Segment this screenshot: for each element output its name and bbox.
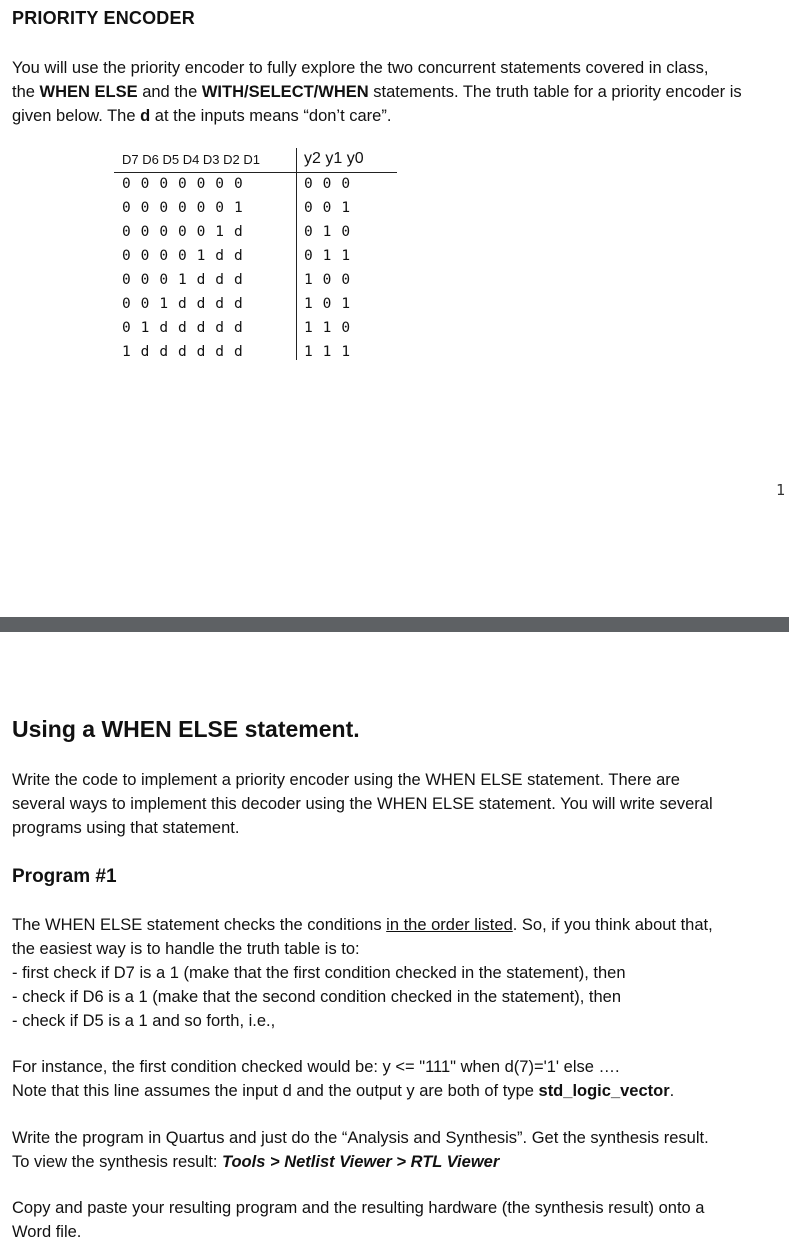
truth-table-row-input: 0 0 0 0 0 1 d: [122, 224, 244, 240]
truth-table-row-output: 0 0 0: [304, 176, 351, 192]
paragraph-line: [12, 913, 713, 937]
paragraph-line: Write the program in Quartus and just do the “Analysis and Synthesis”. Get the synthesis result.: [12, 1129, 709, 1147]
bold-with-select-when: WITH/SELECT/WHEN: [201, 83, 369, 101]
program-instructions-paragraph: [12, 913, 713, 1033]
truth-table-row-output: 0 1 0: [304, 224, 351, 240]
intro-paragraph: [12, 56, 742, 128]
text-run: given below. The: [12, 107, 141, 125]
truth-table-row-input: 0 0 0 0 1 d d: [122, 248, 244, 264]
program-heading: Program #1: [12, 866, 117, 887]
paragraph-line: [12, 1150, 709, 1174]
truth-table-row-input: 0 1 d d d d d: [122, 320, 244, 336]
truth-table-input-header: D7 D6 D5 D4 D3 D2 D1: [122, 152, 260, 167]
bullet-line: - check if D5 is a 1 and so forth, i.e.,: [12, 1012, 276, 1030]
text-run: statements. The truth table for a priority encoder is: [368, 83, 742, 101]
paragraph-line: the easiest way is to handle the truth table is to:: [12, 940, 360, 958]
intro-line-1: You will use the priority encoder to fully explore the two concurrent statements covered in class,: [12, 59, 709, 77]
paragraph-line: Copy and paste your resulting program and the resulting hardware (the synthesis result) onto a: [12, 1199, 705, 1217]
section-heading: Using a WHEN ELSE statement.: [12, 716, 360, 742]
truth-table-row-input: 0 0 1 d d d d: [122, 296, 244, 312]
text-run: . So, if you think about that,: [512, 916, 713, 934]
truth-table-row-output: 1 0 0: [304, 272, 351, 288]
text-run: at the inputs means “don’t care”.: [150, 107, 392, 125]
truth-table-output-header: y2 y1 y0: [304, 150, 364, 167]
truth-table: [114, 148, 404, 363]
page-separator: [0, 617, 789, 632]
copy-paste-paragraph: [12, 1196, 704, 1244]
truth-table-row-output: 0 0 1: [304, 200, 351, 216]
bullet-line: - check if D6 is a 1 (make that the second condition checked in the statement), then: [12, 988, 621, 1006]
truth-table-row-output: 0 1 1: [304, 248, 351, 264]
paragraph-line: Write the code to implement a priority encoder using the WHEN ELSE statement. There are: [12, 771, 680, 789]
truth-table-divider: [296, 148, 297, 360]
page-number: 1: [776, 481, 786, 499]
text-run: and the: [137, 83, 202, 101]
truth-table-row-input: 0 0 0 0 0 0 0: [122, 176, 244, 192]
text-run: Note that this line assumes the input d and the output y are both of type: [12, 1082, 539, 1100]
paragraph-line: several ways to implement this decoder using the WHEN ELSE statement. You will write several: [12, 795, 713, 813]
truth-table-row-input: 1 d d d d d d: [122, 344, 244, 360]
page-title: PRIORITY ENCODER: [12, 8, 195, 28]
text-run: .: [669, 1082, 675, 1100]
text-run: the: [12, 83, 40, 101]
truth-table-header-rule: [114, 172, 397, 173]
bold-when-else: WHEN ELSE: [39, 83, 138, 101]
underlined-in-order-listed: in the order listed: [386, 916, 513, 934]
example-line: For instance, the first condition checked would be: y <= "111" when d(7)='1' else ….: [12, 1058, 620, 1076]
intro-line-2: [12, 80, 742, 104]
quartus-paragraph: [12, 1126, 709, 1174]
bold-std-logic-vector: std_logic_vector: [538, 1082, 670, 1100]
paragraph-line: [12, 1079, 674, 1103]
paragraph-line: programs using that statement.: [12, 819, 240, 837]
paragraph-line: Word file.: [12, 1223, 82, 1241]
truth-table-row-input: 0 0 0 1 d d d: [122, 272, 244, 288]
truth-table-row-output: 1 1 1: [304, 344, 351, 360]
intro-line-3: [12, 104, 742, 128]
menu-path: Tools > Netlist Viewer > RTL Viewer: [222, 1153, 500, 1171]
bullet-line: - first check if D7 is a 1 (make that the first condition checked in the statement), then: [12, 964, 626, 982]
bold-d: d: [140, 107, 151, 125]
text-run: To view the synthesis result:: [12, 1153, 223, 1171]
document-page-1: [0, 0, 789, 617]
truth-table-row-input: 0 0 0 0 0 0 1: [122, 200, 244, 216]
when-else-intro-paragraph: [12, 768, 713, 840]
truth-table-row-output: 1 1 0: [304, 320, 351, 336]
example-paragraph: [12, 1055, 674, 1103]
text-run: The WHEN ELSE statement checks the conditions: [12, 916, 387, 934]
truth-table-row-output: 1 0 1: [304, 296, 351, 312]
